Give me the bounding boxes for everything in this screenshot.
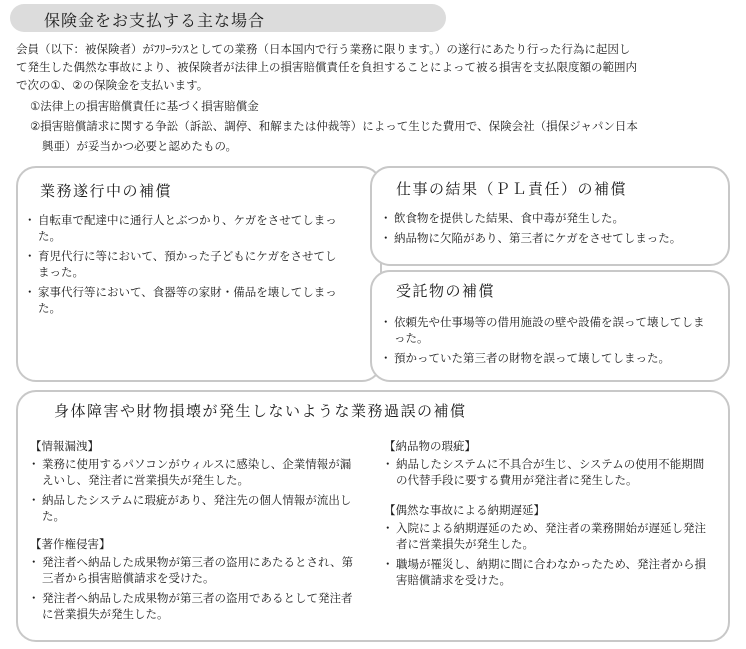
example-list [30,456,358,524]
intro-line: 会員（以下：被保険者）がﾌﾘｰﾗﾝｽとしての業務（日本国内で行う業務に限ります。）の遂行にあたり行った行為に起因し [16,42,631,56]
example-list [384,456,714,488]
list-item: ・ 業務に使用するパソコンがウィルスに感染し、企業情報が漏えいし、発注者に営業損失が発生した。 [30,456,358,488]
clause-2: ②損害賠償請求に関する争訟（訴訟、調停、和解または仲裁等）によって生じた費用で、保険会社（損保ジャパン日本 [30,119,638,133]
example-list [384,520,714,588]
section-heading: 【著作権侵害】 [30,537,111,551]
example-list [26,212,344,320]
clause-1: ①法律上の損害賠償責任に基づく損害賠償金 [30,99,259,113]
list-item: ・ 納品物に欠陥があり、第三者にケガをさせてしまった。 [382,230,718,246]
example-list [30,554,358,622]
section-heading: 【偶然な事故による納期遅延】 [384,503,545,517]
box-title: 受託物の補償 [396,282,496,300]
list-item: ・ 職場が罹災し、納期に間に合わなかったため、発注者から損害賠償請求を受けた。 [384,556,714,588]
list-item: ・ 納品したシステムに不具合が生じ、システムの使用不能期間の代替手段に要する費用が発注者に発生した。 [384,456,714,488]
list-item: ・ 発注者へ納品した成果物が第三者の盗用にあたるとされ、第三者から損害賠償請求を受けた。 [30,554,358,586]
list-item: ・ 発注者へ納品した成果物が第三者の盗用であるとして発注者に営業損失が発生した。 [30,590,358,622]
page-title: 保険金をお支払する主な場合 [44,11,266,30]
list-item: ・ 家事代行等において、食器等の家財・備品を壊してしまった。 [26,284,344,316]
list-item: ・ 入院による納期遅延のため、発注者の業務開始が遅延し発注者に営業損失が発生した。 [384,520,714,552]
clause-2-cont: 興亜）が妥当かつ必要と認めたもの。 [42,139,238,153]
list-item: ・ 飲食物を提供した結果、食中毒が発生した。 [382,210,718,226]
example-list [382,314,712,370]
intro-line: て発生した偶然な事故により、被保険者が法律上の損害賠償責任を負担することによって被る損害を支払限度額の範囲内 [16,60,637,74]
list-item: ・ 自転車で配達中に通行人とぶつかり、ケガをさせてしまった。 [26,212,344,244]
left-column [30,438,358,626]
payment-clauses [30,96,730,156]
list-item: ・ 預かっていた第三者の財物を誤って壊してしまった。 [382,350,712,366]
box-title: 仕事の結果（ＰＬ責任）の補償 [396,180,628,198]
example-list [382,210,718,250]
box-title: 身体障害や財物損壊が発生しないような業務過誤の補償 [54,402,467,420]
errors-coverage-box [16,390,730,642]
list-item: ・ 依頼先や仕事場等の借用施設の壁や設備を誤って壊してしまった。 [382,314,712,346]
section-heading: 【納品物の瑕疵】 [384,439,476,453]
intro-paragraph [16,40,732,94]
business-coverage-box [16,166,382,382]
list-item: ・ 納品したシステムに瑕疵があり、発注先の個人情報が流出した。 [30,492,358,524]
section-heading: 【情報漏洩】 [30,439,99,453]
list-item: ・ 育児代行に等において、預かった子どもにケガをさせてしまった。 [26,248,344,280]
entrusted-coverage-box [370,270,730,382]
intro-line: で次の①、②の保険金を支払います。 [16,78,209,92]
right-column [384,438,714,592]
pl-coverage-box [370,166,730,266]
box-title: 業務遂行中の補償 [40,182,173,200]
